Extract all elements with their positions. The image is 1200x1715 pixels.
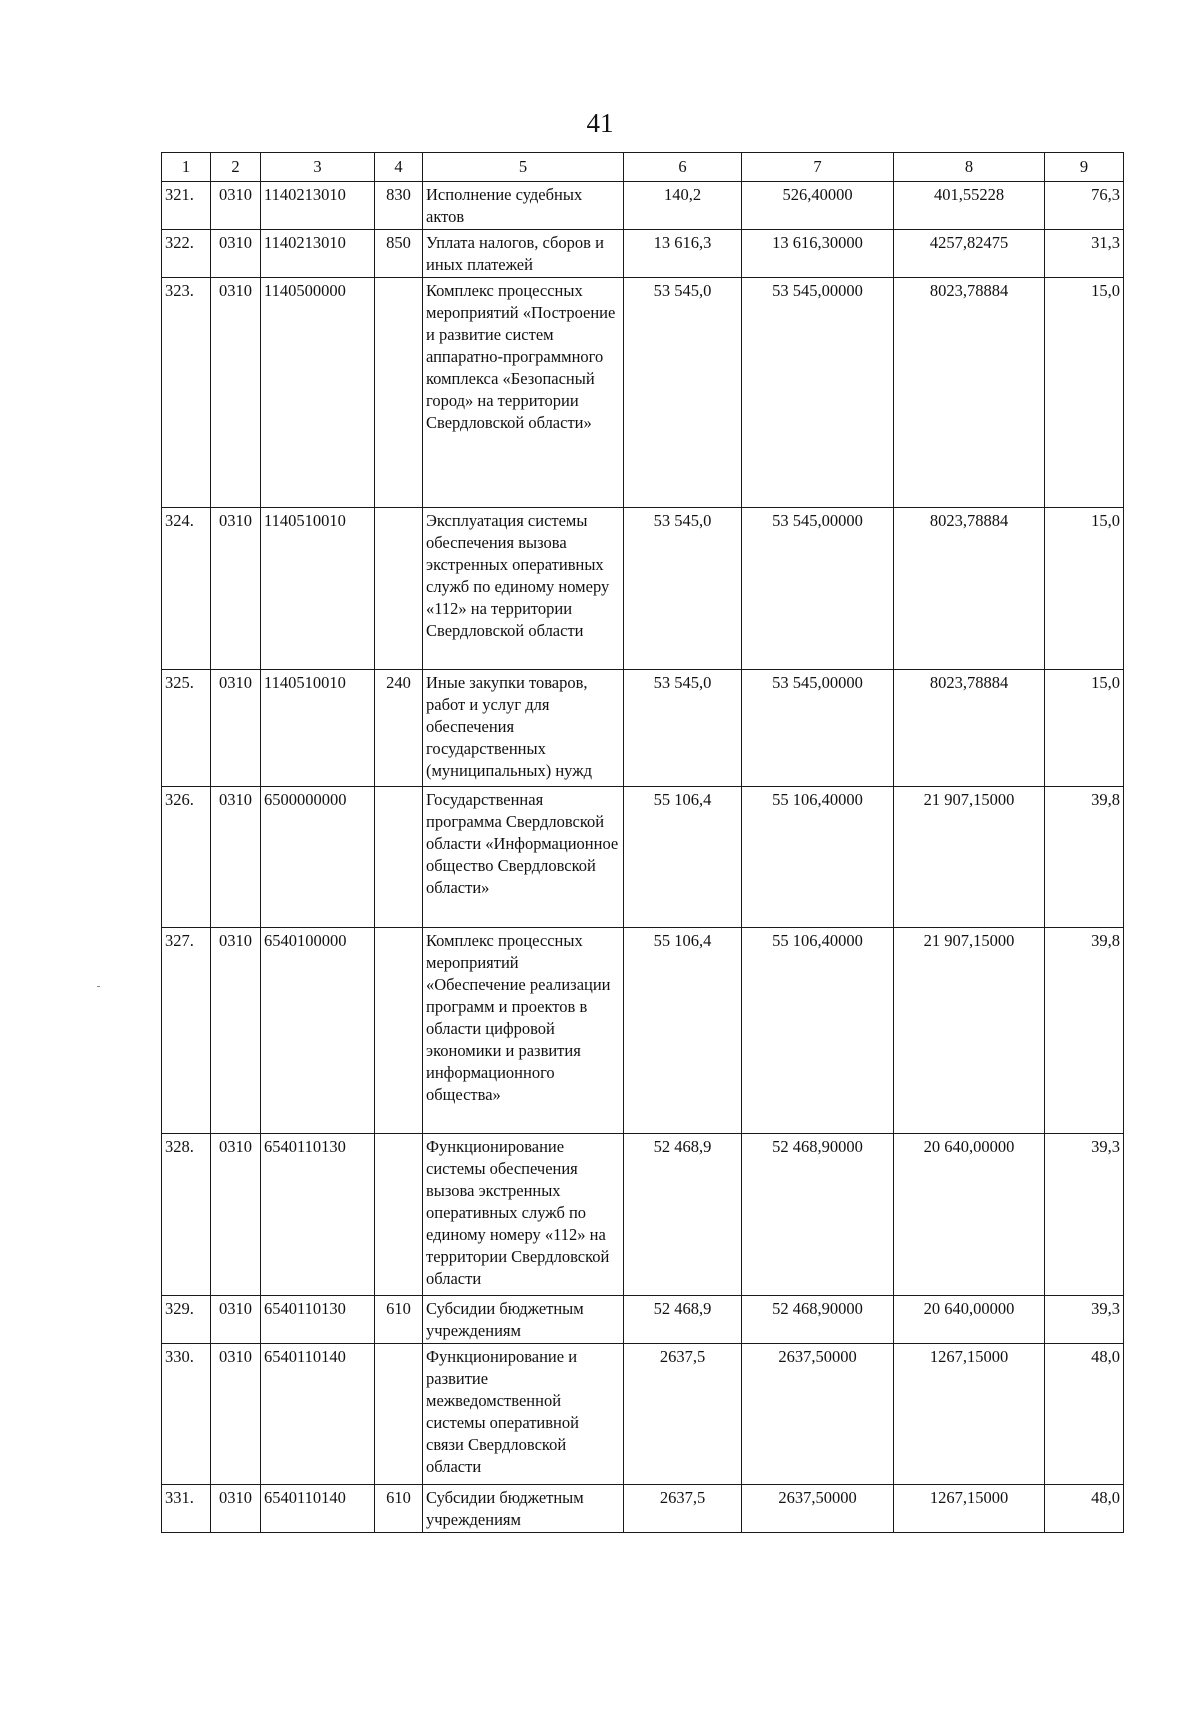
executed-amount: 21 907,15000 [894, 787, 1045, 928]
expense-type-code: 850 [375, 230, 423, 278]
table-row [162, 1296, 1124, 1344]
section-code: 0310 [211, 1344, 261, 1485]
item-name: Субсидии бюджетным учреждениям [423, 1296, 624, 1344]
section-code: 0310 [211, 1485, 261, 1533]
planned-amount: 52 468,9 [624, 1296, 742, 1344]
expense-type-code: 240 [375, 670, 423, 787]
target-article-code: 6500000000 [261, 787, 375, 928]
column-header: 8 [894, 153, 1045, 182]
column-header: 4 [375, 153, 423, 182]
expense-type-code [375, 787, 423, 928]
target-article-code: 1140500000 [261, 278, 375, 508]
item-name: Государственная программа Свердловской области «Информационное общество Свердловской области» [423, 787, 624, 928]
target-article-code: 1140213010 [261, 182, 375, 230]
planned-amount: 55 106,4 [624, 928, 742, 1134]
approved-amount: 55 106,40000 [742, 787, 894, 928]
approved-amount: 13 616,30000 [742, 230, 894, 278]
planned-amount: 53 545,0 [624, 670, 742, 787]
section-code: 0310 [211, 508, 261, 670]
approved-amount: 52 468,90000 [742, 1134, 894, 1296]
section-code: 0310 [211, 670, 261, 787]
column-header: 1 [162, 153, 211, 182]
section-code: 0310 [211, 928, 261, 1134]
target-article-code: 6540110130 [261, 1134, 375, 1296]
table-row [162, 1344, 1124, 1485]
execution-percent: 15,0 [1045, 670, 1124, 787]
approved-amount: 53 545,00000 [742, 670, 894, 787]
approved-amount: 55 106,40000 [742, 928, 894, 1134]
planned-amount: 13 616,3 [624, 230, 742, 278]
row-number: 329. [162, 1296, 211, 1344]
approved-amount: 53 545,00000 [742, 278, 894, 508]
item-name: Эксплуатация системы обеспечения вызова экстренных оперативных служб по единому номеру «112» на территории Свердловской области [423, 508, 624, 670]
section-code: 0310 [211, 1134, 261, 1296]
table-row [162, 1134, 1124, 1296]
execution-percent: 76,3 [1045, 182, 1124, 230]
row-number: 323. [162, 278, 211, 508]
item-name: Иные закупки товаров, работ и услуг для обеспечения государственных (муниципальных) нужд [423, 670, 624, 787]
executed-amount: 20 640,00000 [894, 1134, 1045, 1296]
expense-type-code: 610 [375, 1296, 423, 1344]
target-article-code: 6540100000 [261, 928, 375, 1134]
column-header: 3 [261, 153, 375, 182]
expense-type-code [375, 278, 423, 508]
executed-amount: 401,55228 [894, 182, 1045, 230]
item-name: Субсидии бюджетным учреждениям [423, 1485, 624, 1533]
column-header: 6 [624, 153, 742, 182]
row-number: 325. [162, 670, 211, 787]
execution-percent: 31,3 [1045, 230, 1124, 278]
execution-percent: 15,0 [1045, 508, 1124, 670]
row-number: 328. [162, 1134, 211, 1296]
table-row [162, 928, 1124, 1134]
item-name: Уплата налогов, сборов и иных платежей [423, 230, 624, 278]
executed-amount: 1267,15000 [894, 1485, 1045, 1533]
section-code: 0310 [211, 1296, 261, 1344]
target-article-code: 6540110140 [261, 1344, 375, 1485]
approved-amount: 53 545,00000 [742, 508, 894, 670]
table-row [162, 787, 1124, 928]
budget-table [161, 152, 1124, 1533]
row-number: 327. [162, 928, 211, 1134]
table-row [162, 508, 1124, 670]
section-code: 0310 [211, 230, 261, 278]
approved-amount: 52 468,90000 [742, 1296, 894, 1344]
row-number: 321. [162, 182, 211, 230]
execution-percent: 48,0 [1045, 1344, 1124, 1485]
column-header: 2 [211, 153, 261, 182]
approved-amount: 2637,50000 [742, 1485, 894, 1533]
planned-amount: 52 468,9 [624, 1134, 742, 1296]
executed-amount: 21 907,15000 [894, 928, 1045, 1134]
table-row [162, 670, 1124, 787]
approved-amount: 526,40000 [742, 182, 894, 230]
executed-amount: 8023,78884 [894, 278, 1045, 508]
section-code: 0310 [211, 182, 261, 230]
expense-type-code [375, 928, 423, 1134]
execution-percent: 39,3 [1045, 1134, 1124, 1296]
expense-type-code [375, 508, 423, 670]
execution-percent: 48,0 [1045, 1485, 1124, 1533]
item-name: Комплекс процессных мероприятий «Обеспечение реализации программ и проектов в области цифровой экономики и развития информационного общества» [423, 928, 624, 1134]
scan-artifact-mark [97, 986, 100, 987]
header-row [162, 153, 1124, 182]
column-header: 9 [1045, 153, 1124, 182]
planned-amount: 2637,5 [624, 1344, 742, 1485]
page-number: 41 [586, 108, 614, 138]
expense-type-code [375, 1344, 423, 1485]
expense-type-code: 610 [375, 1485, 423, 1533]
target-article-code: 1140213010 [261, 230, 375, 278]
row-number: 324. [162, 508, 211, 670]
approved-amount: 2637,50000 [742, 1344, 894, 1485]
executed-amount: 8023,78884 [894, 670, 1045, 787]
executed-amount: 4257,82475 [894, 230, 1045, 278]
table-row [162, 182, 1124, 230]
target-article-code: 1140510010 [261, 670, 375, 787]
execution-percent: 39,8 [1045, 787, 1124, 928]
row-number: 330. [162, 1344, 211, 1485]
section-code: 0310 [211, 278, 261, 508]
executed-amount: 8023,78884 [894, 508, 1045, 670]
item-name: Функционирование и развитие межведомственной системы оперативной связи Свердловской области [423, 1344, 624, 1485]
table-row [162, 1485, 1124, 1533]
planned-amount: 140,2 [624, 182, 742, 230]
item-name: Комплекс процессных мероприятий «Построение и развитие систем аппаратно-программного комплекса «Безопасный город» на территории Свердловской области» [423, 278, 624, 508]
expense-type-code: 830 [375, 182, 423, 230]
planned-amount: 53 545,0 [624, 508, 742, 670]
column-header: 7 [742, 153, 894, 182]
target-article-code: 1140510010 [261, 508, 375, 670]
table-row [162, 278, 1124, 508]
item-name: Функционирование системы обеспечения вызова экстренных оперативных служб по единому номеру «112» на территории Свердловской области [423, 1134, 624, 1296]
row-number: 322. [162, 230, 211, 278]
execution-percent: 39,3 [1045, 1296, 1124, 1344]
execution-percent: 39,8 [1045, 928, 1124, 1134]
expense-type-code [375, 1134, 423, 1296]
row-number: 326. [162, 787, 211, 928]
row-number: 331. [162, 1485, 211, 1533]
target-article-code: 6540110140 [261, 1485, 375, 1533]
planned-amount: 55 106,4 [624, 787, 742, 928]
item-name: Исполнение судебных актов [423, 182, 624, 230]
execution-percent: 15,0 [1045, 278, 1124, 508]
planned-amount: 2637,5 [624, 1485, 742, 1533]
table-row [162, 230, 1124, 278]
section-code: 0310 [211, 787, 261, 928]
executed-amount: 20 640,00000 [894, 1296, 1045, 1344]
executed-amount: 1267,15000 [894, 1344, 1045, 1485]
column-header: 5 [423, 153, 624, 182]
target-article-code: 6540110130 [261, 1296, 375, 1344]
planned-amount: 53 545,0 [624, 278, 742, 508]
